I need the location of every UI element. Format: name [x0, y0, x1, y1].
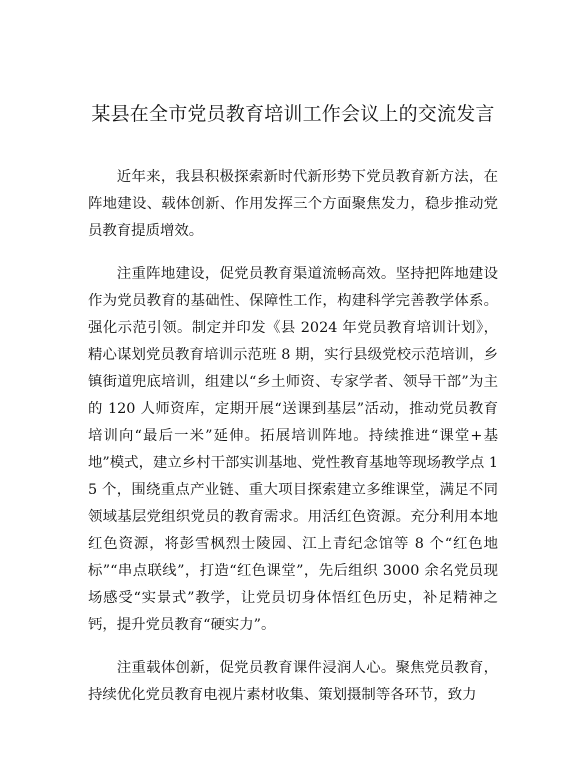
document-title: 某县在全市党员教育培训工作会议上的交流发言 [91, 103, 495, 125]
paragraph-carrier-innovation: 注重载体创新，促党员教育课件浸润人心。聚焦党员教育，持续优化党员教育电视片素材收集、策划摄制等各环节，致力 [88, 660, 498, 703]
paragraph-intro: 近年来，我县积极探索新时代新形势下党员教育新方法，在阵地建设、载体创新、作用发挥三个方面聚焦发力，稳步推动党员教育提质增效。 [88, 169, 498, 239]
paragraph-position-building: 注重阵地建设，促党员教育渠道流畅高效。坚持把阵地建设作为党员教育的基础性、保障性工作，构建科学完善教学体系。强化示范引领。制定并印发《县 2024 年党员教育培训计划》，精心谋划党员教育培训示范班 8 期，实行县级党校示范培训，乡镇街道兜底培训，组建以“乡土师资、专家学者、领导干部”为主的 120 人师资库，定期开展“送课到基层”活动，推动党员教育培训向“最后一米”延伸。拓展培训阵地。持续推进“课堂+基地”模式，建立乡村干部实训基地、党性教育基地等现场教学点 15 个，围绕重点产业链、重大项目探索建立多维课堂，满足不同领域基层党组织党员的教育需求。用活红色资源。充分利用本地红色资源，将彭雪枫烈士陵园、江上青纪念馆等 8 个“红色地标”“串点联线”，打造“红色课堂”，先后组织 3000 余名党员现场感受“实景式”教学，让党员切身体悟红色历史，补足精神之钙，提升党员教育“硬实力”。 [88, 266, 498, 633]
document-body [88, 164, 498, 725]
